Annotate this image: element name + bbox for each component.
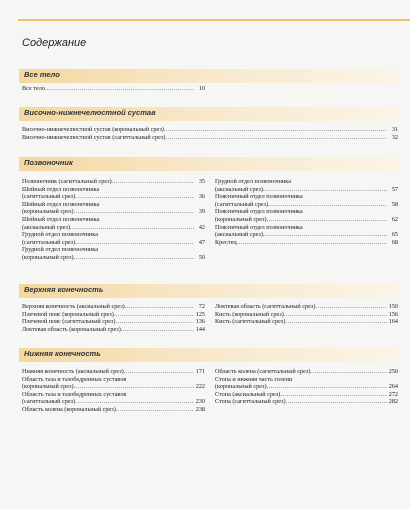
dot-leader (237, 239, 387, 247)
toc-entry (215, 391, 398, 399)
toc-entry-label: Все тело (22, 85, 45, 92)
section-header-whole-body (19, 69, 399, 83)
toc-page-number: 230 (195, 398, 205, 406)
toc-page-number: 36 (198, 193, 205, 201)
toc-page-number: 222 (195, 383, 205, 391)
dot-leader (124, 368, 194, 376)
toc-entry (22, 85, 205, 93)
dot-leader (75, 193, 194, 201)
toc-page-number: 136 (195, 318, 205, 326)
toc-entry-label: (аксиальный срез) (215, 231, 263, 239)
toc-entry (22, 368, 205, 376)
toc-entry (22, 326, 205, 334)
toc-entry (215, 368, 398, 376)
toc-page-number: 156 (388, 310, 398, 318)
toc-entry (215, 311, 398, 319)
toc-entry (22, 134, 398, 142)
toc-entry (22, 318, 205, 326)
toc-entry (215, 231, 398, 239)
toc-page-number: 35 (198, 178, 205, 185)
toc-entry-label: Локтевая область (корональный срез) (22, 325, 121, 333)
dot-leader (310, 368, 386, 376)
toc-entry-label: (корональный срез) (215, 383, 267, 391)
toc-entry-label: Стопа (аксиальный срез) (215, 390, 281, 398)
toc-page-number: 50 (198, 253, 205, 261)
toc-entry (215, 383, 398, 391)
toc-entry-label: Область колена (сагиттальный срез) (215, 368, 311, 375)
section-title: Верхняя конечность (24, 285, 104, 294)
dot-leader (267, 216, 387, 224)
toc-entry (215, 216, 398, 224)
toc-page-number: 171 (195, 368, 205, 375)
toc-page-number: 39 (198, 208, 205, 216)
toc-entry-label: Локтевая область (сагиттальный срез) (215, 303, 316, 310)
toc-page-number: 264 (388, 383, 398, 391)
section-title: Позвоночник (24, 158, 73, 167)
toc-entry (215, 239, 398, 247)
toc-entry-title-line: Область таза и тазобедренных суставов (22, 390, 127, 398)
toc-entry-label: Плечевой пояс (сагиттальный срез) (22, 318, 116, 326)
toc-column (215, 178, 398, 246)
dot-leader (165, 134, 387, 142)
toc-entry-label: Кисть (сагиттальный срез) (215, 318, 286, 326)
toc-entry (215, 318, 398, 326)
toc-entry (22, 406, 205, 414)
toc-page-number: 164 (388, 318, 398, 326)
dot-leader (75, 239, 194, 247)
toc-page-number: 57 (391, 185, 398, 193)
dot-leader (70, 224, 194, 232)
dot-leader (267, 383, 387, 391)
section-title: Нижняя конечность (24, 349, 101, 358)
dot-leader (284, 311, 387, 319)
toc-page-number: 282 (388, 398, 398, 406)
toc-entry-title-line: Шейный отдел позвоночника (22, 185, 100, 193)
page-title: Содержание (22, 37, 87, 49)
dot-leader (74, 254, 194, 262)
dot-leader (263, 186, 387, 194)
toc-entry (22, 224, 205, 232)
toc-entry (215, 303, 398, 311)
toc-page-number: 10 (198, 85, 205, 92)
toc-page-number: 68 (391, 238, 398, 246)
toc-entry-label: Височно-нижнечелюстной сустав (сагиттальный срез) (22, 133, 166, 141)
toc-entry-label: (сагиттальный срез) (22, 193, 76, 201)
toc-entry (22, 303, 205, 311)
toc-entry (22, 398, 205, 406)
dot-leader (112, 178, 194, 186)
toc-column (22, 368, 205, 414)
toc-entry-label: Область колена (корональный срез) (22, 405, 116, 413)
dot-leader (164, 126, 387, 134)
toc-page-number: 250 (388, 368, 398, 375)
toc-entry (22, 208, 205, 216)
toc-page-number: 125 (195, 310, 205, 318)
dot-leader (116, 406, 194, 414)
toc-entry (22, 311, 205, 319)
toc-entry-label: (аксиальный срез) (22, 223, 70, 231)
toc-page-number: 72 (198, 303, 205, 310)
toc-entry-title-line: Область таза и тазобедренных суставов (22, 375, 127, 383)
dot-leader (75, 398, 194, 406)
dot-leader (45, 85, 194, 93)
toc-column (22, 126, 398, 141)
toc-column (22, 303, 205, 333)
toc-entry-label: (корональный срез) (22, 208, 74, 216)
toc-entry-label: Стопа (сагиттальный срез) (215, 398, 286, 406)
toc-entry (215, 201, 398, 209)
toc-entry (22, 239, 205, 247)
toc-page-number: 272 (388, 390, 398, 398)
toc-entry (22, 126, 398, 134)
dot-leader (125, 303, 194, 311)
toc-page-number: 62 (391, 215, 398, 223)
dot-leader (285, 318, 386, 326)
dot-leader (268, 201, 387, 209)
toc-entry-label: (сагиттальный срез) (215, 200, 269, 208)
section-title: Все тело (24, 70, 60, 79)
toc-column (215, 303, 398, 326)
toc-entry-label: Позвоночник (сагиттальный срез) (22, 178, 112, 185)
dot-leader (121, 326, 194, 334)
toc-column (22, 178, 205, 262)
toc-entry-label: Крестец (215, 238, 237, 246)
toc-entry-title-line: Поясничный отдел позвоночника (215, 193, 303, 201)
toc-page-number: 150 (388, 303, 398, 310)
toc-entry-title-line: Поясничный отдел позвоночника (215, 208, 303, 216)
toc-column (22, 85, 205, 93)
dot-leader (280, 391, 386, 399)
toc-page-number: 31 (391, 126, 398, 133)
toc-column (215, 368, 398, 406)
dot-leader (114, 311, 194, 319)
dot-leader (315, 303, 386, 311)
toc-page-number: 144 (195, 325, 205, 333)
top-divider (18, 19, 410, 21)
section-header-lower-limb (19, 348, 399, 362)
toc-entry (215, 186, 398, 194)
toc-entry-title-line: Грудной отдел позвоночника (215, 178, 291, 185)
toc-page-number: 42 (198, 223, 205, 231)
toc-entry-label: Височно-нижнечелюстной сустав (корональный срез) (22, 126, 164, 133)
toc-entry-title-line: Грудной отдел позвоночника (22, 231, 98, 239)
toc-entry-label: (сагиттальный срез) (22, 238, 76, 246)
toc-entry-label: Кисть (корональный срез) (215, 310, 284, 318)
toc-entry-label: Плечевой пояс (корональный срез) (22, 310, 114, 318)
toc-entry (215, 398, 398, 406)
toc-entry-label: (корональный срез) (215, 215, 267, 223)
toc-page-number: 47 (198, 238, 205, 246)
toc-entry-label: (корональный срез) (22, 253, 74, 261)
toc-page-number: 65 (391, 231, 398, 239)
toc-entry (22, 193, 205, 201)
toc-entry-label: (сагиттальный срез) (22, 398, 76, 406)
toc-entry-label: Нижняя конечность (аксиальный срез) (22, 368, 124, 375)
toc-entry-title-line: Шейный отдел позвоночника (22, 215, 100, 223)
toc-entry-title-line: Стопа и нижняя часть голени (215, 375, 293, 383)
toc-entry-label: Верхняя конечность (аксиальный срез) (22, 303, 125, 310)
section-header-spine (19, 157, 399, 171)
section-title: Височно-нижнечелюстной сустав (24, 108, 156, 117)
dot-leader (74, 383, 194, 391)
toc-page-number: 32 (391, 133, 398, 141)
toc-entry-title-line: Грудной отдел позвоночника (22, 246, 98, 254)
toc-entry (22, 178, 205, 186)
toc-entry-label: (аксиальный срез) (215, 185, 263, 193)
dot-leader (115, 318, 193, 326)
dot-leader (74, 208, 194, 216)
dot-leader (263, 231, 387, 239)
toc-page-number: 238 (195, 405, 205, 413)
section-header-tmj (19, 107, 399, 121)
toc-entry-title-line: Шейный отдел позвоночника (22, 200, 100, 208)
toc-entry-label: (корональный срез) (22, 383, 74, 391)
toc-entry (22, 254, 205, 262)
toc-entry-title-line: Поясничный отдел позвоночника (215, 223, 303, 231)
section-header-upper-limb (19, 284, 399, 298)
toc-entry (22, 383, 205, 391)
toc-page-number: 58 (391, 200, 398, 208)
dot-leader (286, 398, 387, 406)
